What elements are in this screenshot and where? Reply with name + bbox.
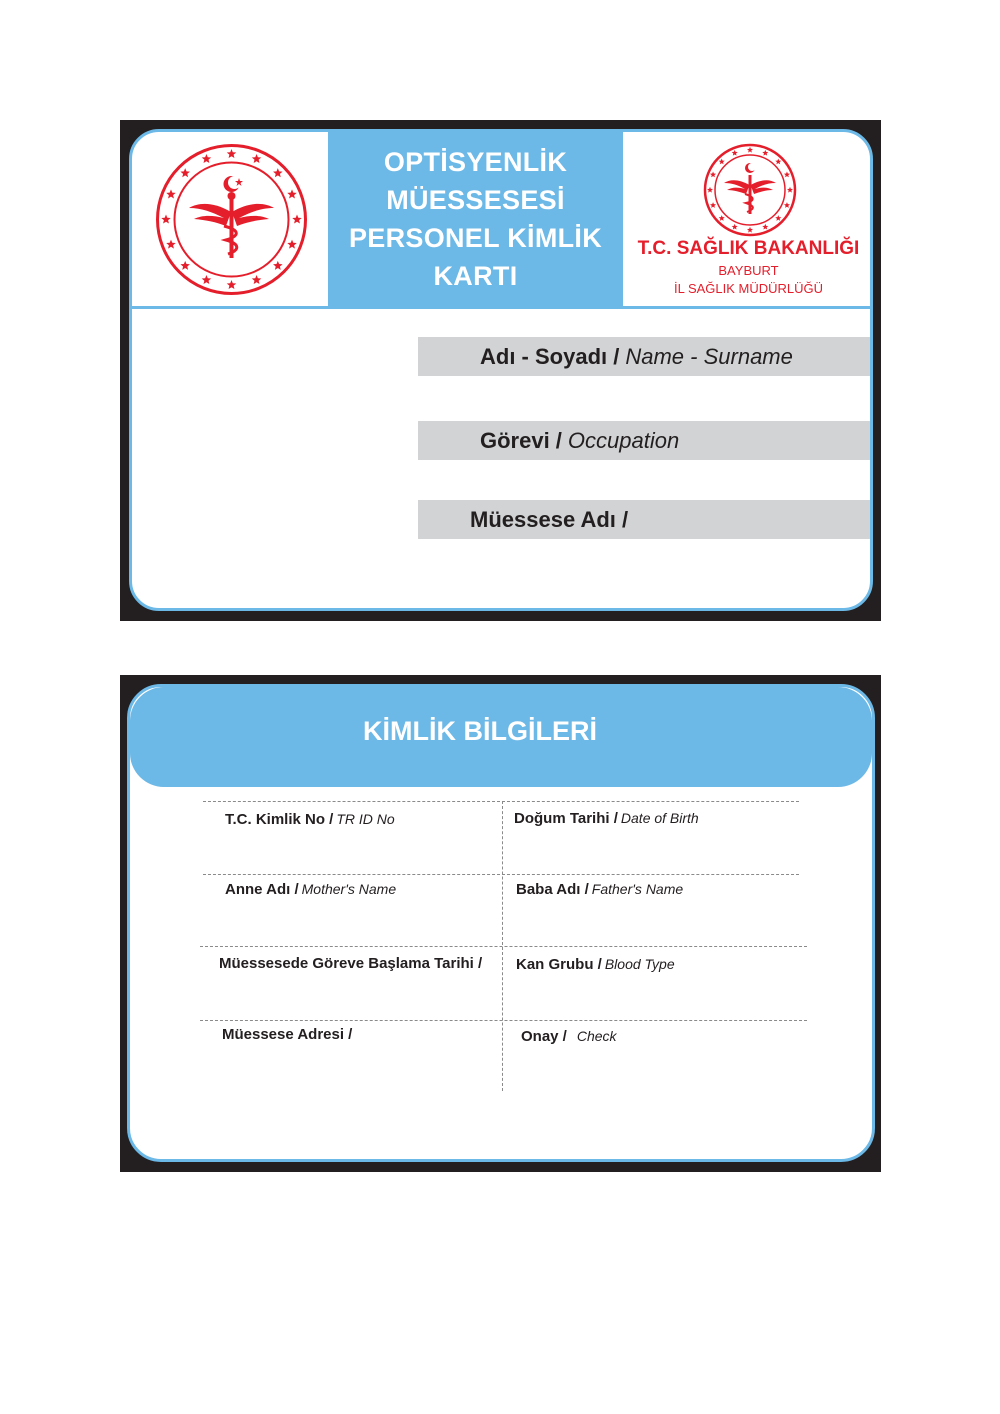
field-label: Müessesede Göreve Başlama Tarihi <box>219 955 474 972</box>
emblem-star-icon <box>166 189 176 198</box>
field-label: Anne Adı <box>225 881 291 898</box>
emblem-star-icon <box>180 168 190 177</box>
start-date-field <box>219 955 485 972</box>
emblem-star-icon <box>732 150 738 156</box>
field-separator: / <box>290 881 299 898</box>
field-label: Doğum Tarihi <box>514 810 610 827</box>
emblem-star-icon <box>787 187 793 193</box>
father-name-field <box>516 881 683 898</box>
field-english: Occupation <box>567 427 680 453</box>
field-label: Müessese Adresi <box>222 1026 345 1043</box>
field-label: Görevi / <box>480 427 562 453</box>
id-card-front <box>120 120 881 621</box>
emblem-star-icon <box>747 227 753 233</box>
emblem-star-icon <box>732 224 738 230</box>
field-english: Blood Type <box>604 956 675 972</box>
emblem-star-icon <box>762 224 768 230</box>
field-english: Father's Name <box>591 881 684 897</box>
emblem-star-icon <box>710 171 716 177</box>
mother-name-field <box>225 881 396 898</box>
divider <box>203 801 799 802</box>
field-separator: / <box>473 955 483 972</box>
id-card-back <box>120 675 881 1172</box>
ministry-city: BAYBURT <box>718 263 779 278</box>
card-front-header <box>132 132 870 309</box>
field-separator: / <box>325 811 334 828</box>
field-label: Onay <box>521 1028 559 1045</box>
emblem-star-icon <box>784 171 790 177</box>
field-label: Baba Adı <box>516 881 581 898</box>
emblem-star-icon <box>287 189 297 198</box>
emblem-star-icon <box>227 149 237 158</box>
card-title-line: MÜESSESESİ <box>386 185 565 215</box>
field-english: Date of Birth <box>620 810 699 826</box>
field-label: Kan Grubu <box>516 956 594 973</box>
emblem-star-icon <box>719 159 725 165</box>
field-label: Adı - Soyadı / <box>480 343 620 369</box>
field-separator: / <box>593 956 602 973</box>
ministry-emblem-large-icon <box>154 142 309 297</box>
ministry-name: T.C. SAĞLIK BAKANLIĞI <box>637 238 860 259</box>
ministry-emblem-small-icon <box>702 142 798 238</box>
ministry-department: İL SAĞLIK MÜDÜRLÜĞÜ <box>673 281 824 296</box>
emblem-star-icon <box>202 154 212 163</box>
emblem-star-icon <box>292 215 302 224</box>
emblem-star-icon <box>273 261 283 270</box>
emblem-star-icon <box>719 215 725 221</box>
emblem-star-icon <box>775 159 781 165</box>
emblem-star-icon <box>180 261 190 270</box>
divider <box>203 874 799 875</box>
birth-date-field <box>514 810 699 827</box>
emblem-star-icon <box>784 202 790 208</box>
emblem-star-icon <box>710 202 716 208</box>
emblem-star-icon <box>252 154 262 163</box>
field-english: Mother's Name <box>301 881 397 897</box>
card-back-panel <box>127 684 875 1162</box>
back-header <box>130 687 872 787</box>
institution-name-field <box>418 500 873 539</box>
approval-field <box>521 1028 617 1045</box>
blood-type-field <box>516 956 675 973</box>
field-english: TR ID No <box>336 811 395 827</box>
emblem-star-icon <box>287 240 297 249</box>
field-separator: / <box>609 810 618 827</box>
occupation-field <box>418 421 873 460</box>
name-surname-field <box>418 337 873 376</box>
field-separator: / <box>580 881 589 898</box>
emblem-star-icon <box>252 275 262 284</box>
card-title-box <box>328 132 623 306</box>
field-separator: / <box>344 1026 353 1043</box>
back-title: KİMLİK BİLGİLERİ <box>363 716 597 746</box>
emblem-star-icon <box>775 215 781 221</box>
institution-address-field <box>222 1026 355 1043</box>
emblem-star-icon <box>166 240 176 249</box>
emblem-star-icon <box>161 215 171 224</box>
field-english: Check <box>576 1028 617 1044</box>
emblem-star-icon <box>202 275 212 284</box>
card-title-line: PERSONEL KİMLİK <box>348 223 603 253</box>
field-label: T.C. Kimlik No <box>225 811 326 828</box>
emblem-star-icon <box>273 168 283 177</box>
card-title-line: KARTI <box>433 261 518 291</box>
tc-id-field <box>225 811 395 828</box>
emblem-star-icon <box>227 280 237 289</box>
emblem-star-icon <box>762 150 768 156</box>
field-english: Name - Surname <box>625 343 793 369</box>
divider <box>200 946 807 947</box>
divider <box>200 1020 807 1021</box>
column-divider <box>502 801 503 1091</box>
card-front-panel <box>129 129 873 611</box>
card-title-line: OPTİSYENLİK <box>383 147 568 177</box>
ministry-block <box>627 132 870 306</box>
field-separator: / <box>558 1028 567 1045</box>
emblem-star-icon <box>747 147 753 153</box>
emblem-star-icon <box>707 187 713 193</box>
field-label: Müessese Adı / <box>470 506 629 532</box>
